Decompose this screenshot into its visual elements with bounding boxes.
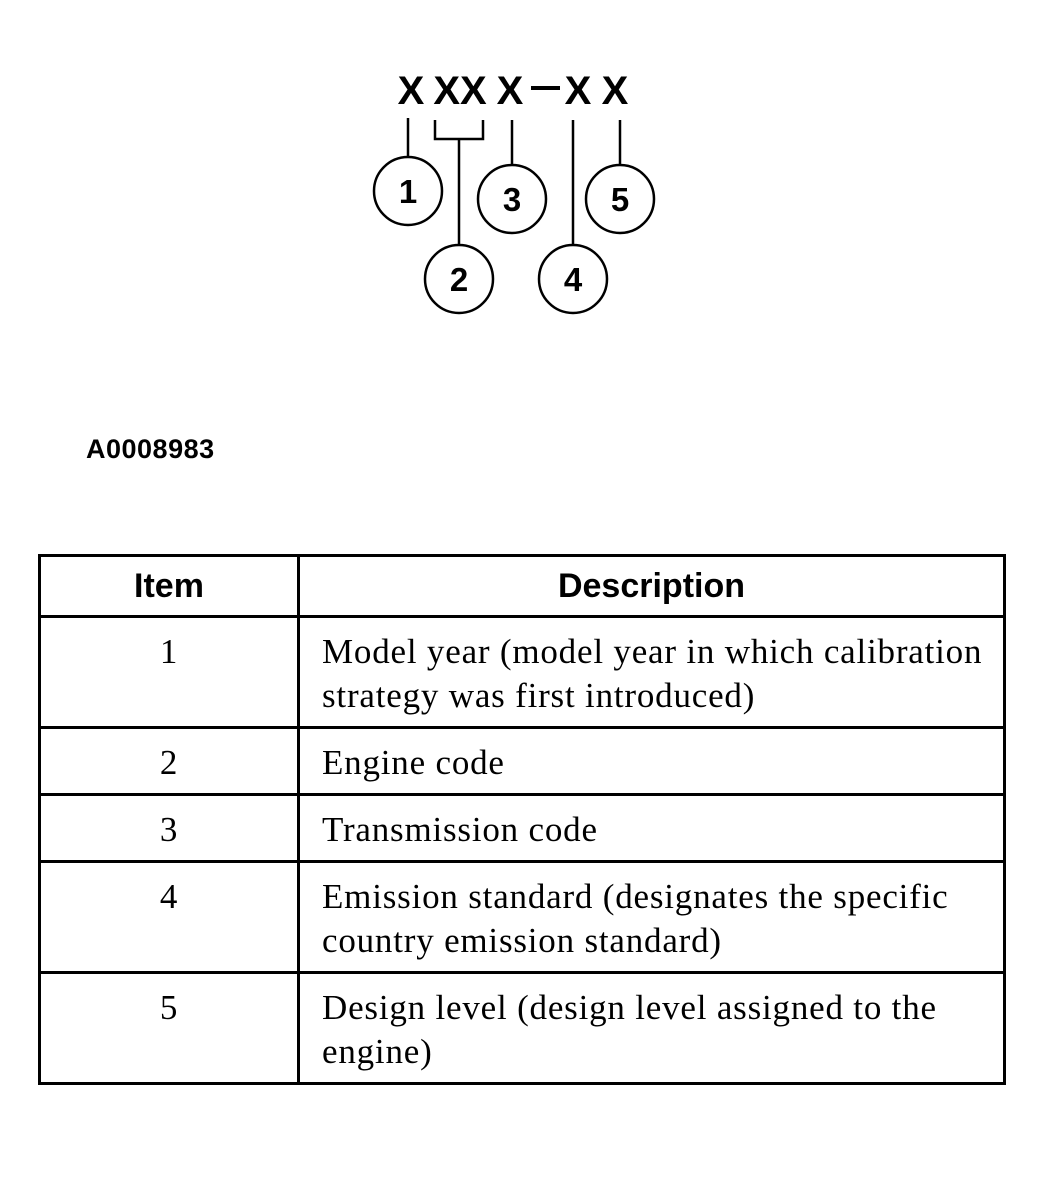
item-number-cell: 4 [40, 862, 299, 973]
bracket-2 [435, 120, 483, 139]
table-row [40, 728, 1005, 795]
callout-number-1: 1 [398, 173, 418, 210]
code-char-5: X [601, 69, 629, 113]
description-column-header: Description [299, 556, 1005, 617]
table-row [40, 862, 1005, 973]
description-cell: Model year (model year in which calibration strategy was first introduced) [299, 617, 1005, 728]
item-number-cell: 5 [40, 973, 299, 1084]
code-char-2: XX [433, 69, 487, 113]
item-description-table [38, 554, 1006, 1085]
code-char-3: X [496, 69, 524, 113]
callout-number-5: 5 [610, 181, 630, 218]
code-char-1: X [397, 69, 425, 113]
callout-number-4: 4 [563, 261, 583, 298]
description-cell: Emission standard (designates the specific country emission standard) [299, 862, 1005, 973]
description-cell: Transmission code [299, 795, 1005, 862]
figure-id: A0008983 [86, 434, 215, 464]
code-dash [531, 86, 560, 90]
table-header-row [40, 556, 1005, 617]
item-number-cell: 2 [40, 728, 299, 795]
item-number-cell: 1 [40, 617, 299, 728]
table-row [40, 795, 1005, 862]
code-diagram [0, 0, 1044, 340]
callout-number-3: 3 [502, 181, 522, 218]
description-cell: Design level (design level assigned to the engine) [299, 973, 1005, 1084]
item-number-cell: 3 [40, 795, 299, 862]
table-row [40, 973, 1005, 1084]
description-cell: Engine code [299, 728, 1005, 795]
table-row [40, 617, 1005, 728]
code-char-4: X [564, 69, 592, 113]
item-column-header: Item [40, 556, 299, 617]
callout-number-2: 2 [449, 261, 469, 298]
